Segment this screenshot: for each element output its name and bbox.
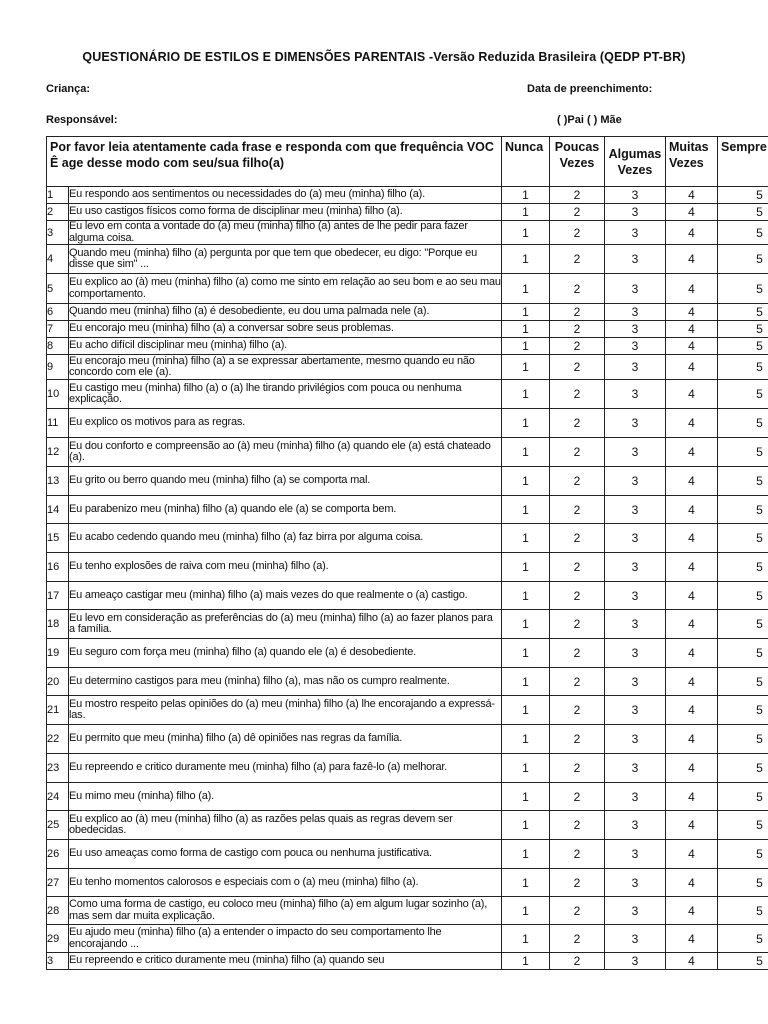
scale-option-5[interactable]: 5 — [718, 187, 768, 204]
scale-option-1[interactable]: 1 — [502, 553, 550, 582]
item-statement: Eu mostro respeito pelas opiniões do (a) meu (minha) filho (a) lhe encorajando a expressá-las. — [69, 696, 502, 725]
table-row — [47, 304, 768, 321]
scale-option-3[interactable]: 3 — [605, 668, 666, 696]
scale-option-3[interactable]: 3 — [605, 696, 666, 725]
scale-option-3[interactable]: 3 — [605, 524, 666, 553]
item-number: 27 — [47, 869, 69, 897]
scale-option-3[interactable]: 3 — [605, 245, 666, 274]
table-row — [47, 524, 768, 553]
table-row — [47, 380, 768, 409]
item-statement: Eu explico ao (à) meu (minha) filho (a) as razões pelas quais as regras devem ser obedecidas. — [69, 811, 502, 840]
item-statement: Eu castigo meu (minha) filho (a) o (a) lhe tirando privilégios com pouca ou nenhuma explicação. — [69, 380, 502, 409]
scale-option-4[interactable]: 4 — [666, 380, 718, 409]
item-statement: Eu grito ou berro quando meu (minha) filho (a) se comporta mal. — [69, 467, 502, 496]
scale-option-4[interactable]: 4 — [666, 783, 718, 811]
item-number: 25 — [47, 811, 69, 840]
scale-option-2[interactable]: 2 — [550, 639, 605, 668]
scale-option-3[interactable]: 3 — [605, 553, 666, 582]
scale-option-2[interactable]: 2 — [550, 725, 605, 754]
scale-option-4[interactable]: 4 — [666, 582, 718, 610]
scale-option-5[interactable]: 5 — [718, 897, 768, 925]
item-statement: Eu parabenizo meu (minha) filho (a) quando ele (a) se comporta bem. — [69, 496, 502, 524]
scale-option-4[interactable]: 4 — [666, 409, 718, 438]
item-statement: Eu mimo meu (minha) filho (a). — [69, 783, 502, 811]
scale-option-2[interactable]: 2 — [550, 467, 605, 496]
scale-option-5[interactable]: 5 — [718, 355, 768, 380]
table-row — [47, 553, 768, 582]
item-statement: Eu ameaço castigar meu (minha) filho (a) mais vezes do que realmente o (a) castigo. — [69, 582, 502, 610]
item-number: 10 — [47, 380, 69, 409]
item-statement: Eu dou conforto e compreensão ao (à) meu (minha) filho (a) quando ele (a) está chateado (a). — [69, 438, 502, 467]
table-row — [47, 811, 768, 840]
scale-option-3[interactable]: 3 — [605, 467, 666, 496]
item-number: 16 — [47, 553, 69, 582]
scale-option-1[interactable]: 1 — [502, 245, 550, 274]
scale-option-1[interactable]: 1 — [502, 496, 550, 524]
child-field-label: Criança: — [46, 83, 91, 95]
item-number: 28 — [47, 897, 69, 925]
item-number: 4 — [47, 245, 69, 274]
scale-option-3[interactable]: 3 — [605, 925, 666, 953]
scale-option-2[interactable]: 2 — [550, 754, 605, 783]
scale-option-1[interactable]: 1 — [502, 897, 550, 925]
table-row — [47, 338, 768, 355]
scale-option-1[interactable]: 1 — [502, 668, 550, 696]
scale-option-1[interactable]: 1 — [502, 696, 550, 725]
item-number: 11 — [47, 409, 69, 438]
scale-option-5[interactable]: 5 — [718, 668, 768, 696]
item-number: 24 — [47, 783, 69, 811]
scale-option-4[interactable]: 4 — [666, 187, 718, 204]
scale-option-4[interactable]: 4 — [666, 811, 718, 840]
scale-option-5[interactable]: 5 — [718, 725, 768, 754]
item-number: 22 — [47, 725, 69, 754]
item-statement: Eu encorajo meu (minha) filho (a) a conversar sobre seus problemas. — [69, 321, 502, 338]
scale-option-3[interactable]: 3 — [605, 639, 666, 668]
scale-option-3[interactable]: 3 — [605, 582, 666, 610]
scale-option-3[interactable]: 3 — [605, 221, 666, 245]
scale-option-2[interactable]: 2 — [550, 953, 605, 970]
item-number: 2 — [47, 204, 69, 221]
table-row — [47, 582, 768, 610]
scale-option-1[interactable]: 1 — [502, 438, 550, 467]
scale-option-5[interactable]: 5 — [718, 811, 768, 840]
scale-option-1[interactable]: 1 — [502, 355, 550, 380]
scale-option-3[interactable]: 3 — [605, 409, 666, 438]
table-row — [47, 321, 768, 338]
scale-option-4[interactable]: 4 — [666, 553, 718, 582]
scale-option-1[interactable]: 1 — [502, 925, 550, 953]
table-row — [47, 204, 768, 221]
item-statement: Eu repreendo e critico duramente meu (minha) filho (a) quando seu — [69, 953, 502, 970]
table-header-row — [47, 137, 768, 187]
table-row — [47, 496, 768, 524]
scale-option-2[interactable]: 2 — [550, 187, 605, 204]
scale-option-4[interactable]: 4 — [666, 338, 718, 355]
scale-option-4[interactable]: 4 — [666, 355, 718, 380]
table-row — [47, 725, 768, 754]
scale-option-4[interactable]: 4 — [666, 321, 718, 338]
scale-option-1[interactable]: 1 — [502, 187, 550, 204]
scale-option-1[interactable]: 1 — [502, 582, 550, 610]
item-number: 3 — [47, 953, 69, 970]
table-row — [47, 187, 768, 204]
scale-option-1[interactable]: 1 — [502, 811, 550, 840]
scale-option-3[interactable]: 3 — [605, 204, 666, 221]
questionnaire-table — [46, 136, 768, 970]
item-number: 21 — [47, 696, 69, 725]
scale-option-5[interactable]: 5 — [718, 925, 768, 953]
item-number: 18 — [47, 610, 69, 639]
scale-option-2[interactable]: 2 — [550, 496, 605, 524]
item-number: 12 — [47, 438, 69, 467]
scale-option-3[interactable]: 3 — [605, 953, 666, 970]
scale-option-2[interactable]: 2 — [550, 553, 605, 582]
table-row — [47, 245, 768, 274]
item-number: 15 — [47, 524, 69, 553]
header-sempre: Sempre — [718, 137, 768, 187]
scale-option-3[interactable]: 3 — [605, 869, 666, 897]
table-row — [47, 869, 768, 897]
item-statement: Eu levo em consideração as preferências do (a) meu (minha) filho (a) ao fazer planos para a família. — [69, 610, 502, 639]
scale-option-3[interactable]: 3 — [605, 783, 666, 811]
scale-option-5[interactable]: 5 — [718, 467, 768, 496]
item-statement: Eu uso ameaças como forma de castigo com pouca ou nenhuma justificativa. — [69, 840, 502, 869]
scale-option-2[interactable]: 2 — [550, 696, 605, 725]
table-row — [47, 925, 768, 953]
scale-option-4[interactable]: 4 — [666, 725, 718, 754]
scale-option-2[interactable]: 2 — [550, 221, 605, 245]
scale-option-1[interactable]: 1 — [502, 610, 550, 639]
scale-option-3[interactable]: 3 — [605, 338, 666, 355]
scale-option-5[interactable]: 5 — [718, 338, 768, 355]
item-statement: Eu respondo aos sentimentos ou necessidades do (a) meu (minha) filho (a). — [69, 187, 502, 204]
scale-option-3[interactable]: 3 — [605, 754, 666, 783]
scale-option-3[interactable]: 3 — [605, 496, 666, 524]
scale-option-3[interactable]: 3 — [605, 187, 666, 204]
item-statement: Eu ajudo meu (minha) filho (a) a entender o impacto do seu comportamento lhe encorajando ... — [69, 925, 502, 953]
parent-type-options: ( )Pai ( ) Mãe — [557, 114, 622, 126]
scale-option-3[interactable]: 3 — [605, 380, 666, 409]
item-number: 3 — [47, 221, 69, 245]
scale-option-1[interactable]: 1 — [502, 953, 550, 970]
scale-option-3[interactable]: 3 — [605, 725, 666, 754]
item-statement: Eu determino castigos para meu (minha) filho (a), mas não os cumpro realmente. — [69, 668, 502, 696]
item-statement: Eu seguro com força meu (minha) filho (a) quando ele (a) é desobediente. — [69, 639, 502, 668]
scale-option-3[interactable]: 3 — [605, 304, 666, 321]
item-statement: Eu levo em conta a vontade do (a) meu (minha) filho (a) antes de lhe pedir para fazer alguma coisa. — [69, 221, 502, 245]
table-row — [47, 438, 768, 467]
header-nunca: Nunca — [502, 137, 550, 187]
item-statement: Eu acho difícil disciplinar meu (minha) filho (a). — [69, 338, 502, 355]
scale-option-2[interactable]: 2 — [550, 610, 605, 639]
item-statement: Como uma forma de castigo, eu coloco meu (minha) filho (a) em algum lugar sozinho (a), mas sem dar muita explicação. — [69, 897, 502, 925]
table-row — [47, 668, 768, 696]
scale-option-2[interactable]: 2 — [550, 811, 605, 840]
scale-option-1[interactable]: 1 — [502, 204, 550, 221]
item-number: 17 — [47, 582, 69, 610]
item-number: 1 — [47, 187, 69, 204]
scale-option-3[interactable]: 3 — [605, 438, 666, 467]
scale-option-5[interactable]: 5 — [718, 245, 768, 274]
header-poucas-vezes: Poucas Vezes — [550, 137, 605, 187]
scale-option-4[interactable]: 4 — [666, 869, 718, 897]
item-statement: Eu permito que meu (minha) filho (a) dê opiniões nas regras da família. — [69, 725, 502, 754]
item-statement: Quando meu (minha) filho (a) é desobediente, eu dou uma palmada nele (a). — [69, 304, 502, 321]
scale-option-1[interactable]: 1 — [502, 304, 550, 321]
scale-option-2[interactable]: 2 — [550, 321, 605, 338]
page-title: QUESTIONÁRIO DE ESTILOS E DIMENSÕES PARENTAIS -Versão Reduzida Brasileira (QEDP PT-BR) — [82, 50, 686, 64]
scale-option-1[interactable]: 1 — [502, 321, 550, 338]
item-number: 5 — [47, 274, 69, 304]
scale-option-4[interactable]: 4 — [666, 467, 718, 496]
item-number: 8 — [47, 338, 69, 355]
scale-option-5[interactable]: 5 — [718, 524, 768, 553]
scale-option-5[interactable]: 5 — [718, 696, 768, 725]
item-statement: Eu uso castigos físicos como forma de disciplinar meu (minha) filho (a). — [69, 204, 502, 221]
scale-option-1[interactable]: 1 — [502, 221, 550, 245]
table-row — [47, 953, 768, 970]
scale-option-5[interactable]: 5 — [718, 553, 768, 582]
item-statement: Eu explico ao (à) meu (minha) filho (a) como me sinto em relação ao seu bom e ao seu mau comportamento. — [69, 274, 502, 304]
scale-option-5[interactable]: 5 — [718, 438, 768, 467]
item-statement: Eu tenho momentos calorosos e especiais com o (a) meu (minha) filho (a). — [69, 869, 502, 897]
item-number: 9 — [47, 355, 69, 380]
scale-option-3[interactable]: 3 — [605, 840, 666, 869]
scale-option-4[interactable]: 4 — [666, 496, 718, 524]
table-row — [47, 467, 768, 496]
scale-option-2[interactable]: 2 — [550, 304, 605, 321]
scale-option-5[interactable]: 5 — [718, 869, 768, 897]
scale-option-3[interactable]: 3 — [605, 321, 666, 338]
scale-option-3[interactable]: 3 — [605, 897, 666, 925]
item-number: 23 — [47, 754, 69, 783]
scale-option-4[interactable]: 4 — [666, 304, 718, 321]
item-statement: Eu repreendo e critico duramente meu (minha) filho (a) para fazê-lo (a) melhorar. — [69, 754, 502, 783]
scale-option-5[interactable]: 5 — [718, 783, 768, 811]
table-row — [47, 409, 768, 438]
scale-option-1[interactable]: 1 — [502, 467, 550, 496]
scale-option-4[interactable]: 4 — [666, 221, 718, 245]
scale-option-1[interactable]: 1 — [502, 639, 550, 668]
item-statement: Quando meu (minha) filho (a) pergunta por que tem que obedecer, eu digo: "Porque eu disse que sim" ... — [69, 245, 502, 274]
scale-option-5[interactable]: 5 — [718, 582, 768, 610]
item-number: 29 — [47, 925, 69, 953]
scale-option-5[interactable]: 5 — [718, 321, 768, 338]
scale-option-1[interactable]: 1 — [502, 338, 550, 355]
scale-option-5[interactable]: 5 — [718, 754, 768, 783]
item-statement: Eu encorajo meu (minha) filho (a) a se expressar abertamente, mesmo quando eu não concordo com ele (a). — [69, 355, 502, 380]
instructions-cell: Por favor leia atentamente cada frase e responda com que frequência VOCÊ age desse modo com seu/sua filho(a) — [47, 137, 502, 187]
scale-option-1[interactable]: 1 — [502, 409, 550, 438]
scale-option-1[interactable]: 1 — [502, 274, 550, 304]
item-number: 19 — [47, 639, 69, 668]
scale-option-4[interactable]: 4 — [666, 925, 718, 953]
item-number: 20 — [47, 668, 69, 696]
scale-option-5[interactable]: 5 — [718, 304, 768, 321]
scale-option-3[interactable]: 3 — [605, 811, 666, 840]
scale-option-2[interactable]: 2 — [550, 897, 605, 925]
scale-option-4[interactable]: 4 — [666, 524, 718, 553]
scale-option-1[interactable]: 1 — [502, 380, 550, 409]
scale-option-5[interactable]: 5 — [718, 274, 768, 304]
item-number: 14 — [47, 496, 69, 524]
table-row — [47, 639, 768, 668]
scale-option-5[interactable]: 5 — [718, 221, 768, 245]
scale-option-3[interactable]: 3 — [605, 274, 666, 304]
scale-option-4[interactable]: 4 — [666, 274, 718, 304]
scale-option-3[interactable]: 3 — [605, 355, 666, 380]
scale-option-5[interactable]: 5 — [718, 409, 768, 438]
guardian-field-label: Responsável: — [46, 114, 118, 126]
scale-option-1[interactable]: 1 — [502, 783, 550, 811]
scale-option-5[interactable]: 5 — [718, 840, 768, 869]
table-row — [47, 221, 768, 245]
scale-option-2[interactable]: 2 — [550, 204, 605, 221]
scale-option-3[interactable]: 3 — [605, 610, 666, 639]
table-row — [47, 355, 768, 380]
scale-option-1[interactable]: 1 — [502, 524, 550, 553]
scale-option-4[interactable]: 4 — [666, 840, 718, 869]
header-algumas-vezes: Algumas Vezes — [605, 137, 666, 187]
table-row — [47, 783, 768, 811]
scale-option-5[interactable]: 5 — [718, 953, 768, 970]
scale-option-4[interactable]: 4 — [666, 610, 718, 639]
scale-option-1[interactable]: 1 — [502, 840, 550, 869]
scale-option-5[interactable]: 5 — [718, 380, 768, 409]
scale-option-2[interactable]: 2 — [550, 783, 605, 811]
scale-option-2[interactable]: 2 — [550, 438, 605, 467]
table-row — [47, 696, 768, 725]
scale-option-4[interactable]: 4 — [666, 754, 718, 783]
scale-option-1[interactable]: 1 — [502, 869, 550, 897]
scale-option-4[interactable]: 4 — [666, 953, 718, 970]
scale-option-2[interactable]: 2 — [550, 869, 605, 897]
scale-option-5[interactable]: 5 — [718, 204, 768, 221]
scale-option-4[interactable]: 4 — [666, 897, 718, 925]
scale-option-2[interactable]: 2 — [550, 524, 605, 553]
scale-option-1[interactable]: 1 — [502, 754, 550, 783]
scale-option-1[interactable]: 1 — [502, 725, 550, 754]
scale-option-2[interactable]: 2 — [550, 355, 605, 380]
item-number: 6 — [47, 304, 69, 321]
table-row — [47, 840, 768, 869]
scale-option-2[interactable]: 2 — [550, 668, 605, 696]
scale-option-4[interactable]: 4 — [666, 438, 718, 467]
scale-option-5[interactable]: 5 — [718, 610, 768, 639]
item-number: 26 — [47, 840, 69, 869]
item-statement: Eu acabo cedendo quando meu (minha) filho (a) faz birra por alguma coisa. — [69, 524, 502, 553]
table-row — [47, 897, 768, 925]
scale-option-2[interactable]: 2 — [550, 925, 605, 953]
table-row — [47, 274, 768, 304]
scale-option-4[interactable]: 4 — [666, 668, 718, 696]
header-muitas-vezes: Muitas Vezes — [666, 137, 718, 187]
item-statement: Eu tenho explosões de raiva com meu (minha) filho (a). — [69, 553, 502, 582]
scale-option-4[interactable]: 4 — [666, 204, 718, 221]
scale-option-2[interactable]: 2 — [550, 274, 605, 304]
scale-option-2[interactable]: 2 — [550, 409, 605, 438]
scale-option-2[interactable]: 2 — [550, 582, 605, 610]
date-field-label: Data de preenchimento: — [527, 83, 653, 95]
scale-option-2[interactable]: 2 — [550, 380, 605, 409]
scale-option-2[interactable]: 2 — [550, 338, 605, 355]
scale-option-5[interactable]: 5 — [718, 496, 768, 524]
item-number: 13 — [47, 467, 69, 496]
scale-option-4[interactable]: 4 — [666, 696, 718, 725]
table-row — [47, 754, 768, 783]
scale-option-4[interactable]: 4 — [666, 245, 718, 274]
item-statement: Eu explico os motivos para as regras. — [69, 409, 502, 438]
scale-option-4[interactable]: 4 — [666, 639, 718, 668]
item-number: 7 — [47, 321, 69, 338]
scale-option-5[interactable]: 5 — [718, 639, 768, 668]
scale-option-2[interactable]: 2 — [550, 245, 605, 274]
table-row — [47, 610, 768, 639]
scale-option-2[interactable]: 2 — [550, 840, 605, 869]
